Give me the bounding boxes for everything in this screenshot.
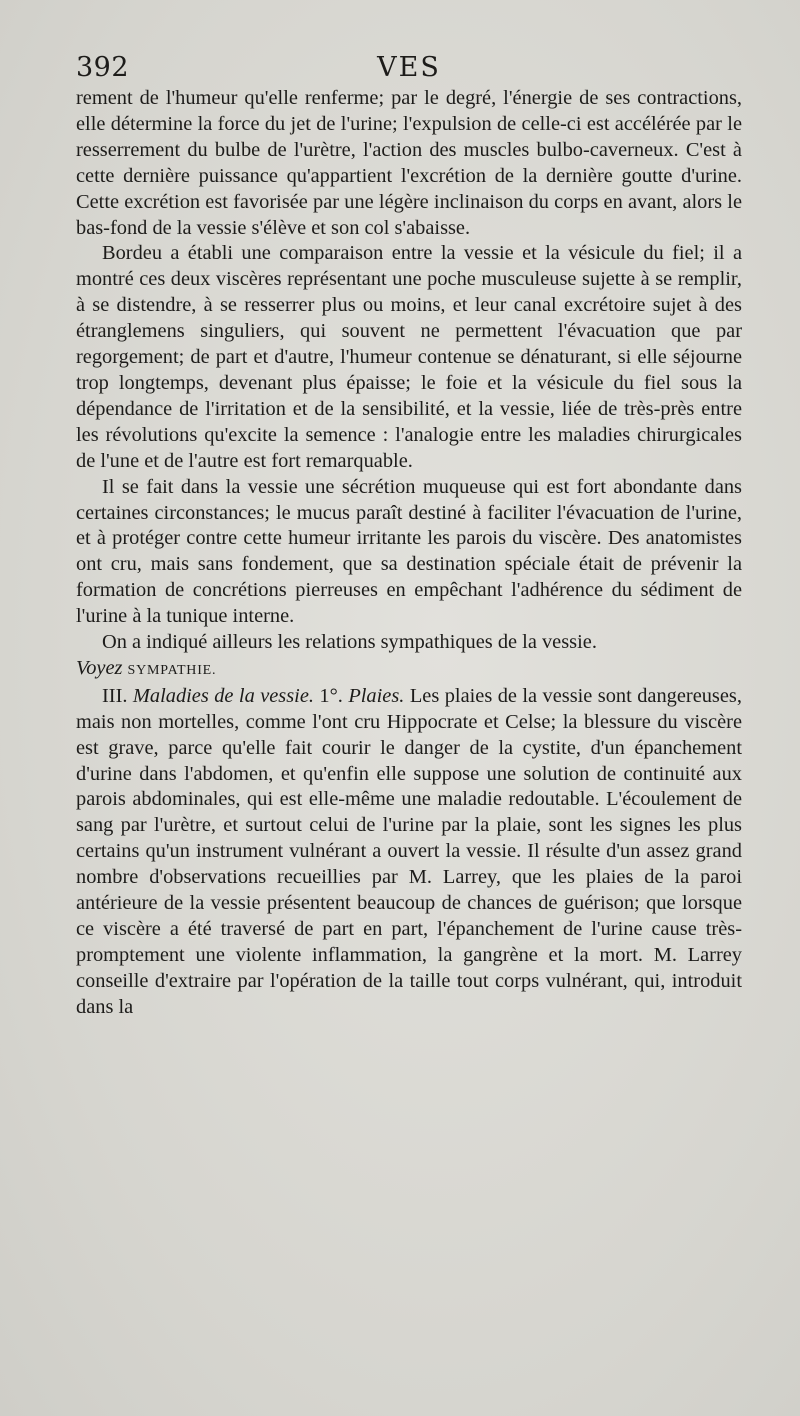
running-head: VES: [377, 52, 441, 83]
maladies-text: Les plaies de la vessie sont dangereuses, mais non mortelles, comme l'ont cru Hippocrate et Celse; la blessure du viscère est grave, parce qu'elle fait courir le danger de la cystite, d'un épanchement d'urine dans l'abdomen, et qu'enfin elle suppose une solution de continuité aux parois abdominales, qui est elle-même une maladie redoutable. L'écoulement de sang par l'urètre, et surtout celui de l'urine par la plaie, sont les signes les plus certains qu'un instrument vulnérant a ouvert la vessie. Il résulte d'un assez grand nombre d'observations recueillies par M. Larrey, que les plaies de la paroi antérieure de la vessie présentent beaucoup de chances de guérison; que lorsque ce viscère a été traversé de part en part, l'épanchement de l'urine cause très-promptement une violente inflammation, la gangrène et la mort. M. Larrey conseille d'extraire par l'opération de la taille tout corps vulnérant, qui, introduit dans la: [76, 684, 742, 1018]
subsection-number: 1°.: [319, 684, 343, 707]
paragraph-sympathies: [76, 630, 742, 684]
see-also-reference: SYMPATHIE.: [127, 662, 217, 678]
subsection-heading: Plaies.: [348, 684, 405, 707]
paragraph-bordeu: Bordeu a établi une comparaison entre la vessie et la vésicule du fiel; il a montré ces deux viscères représentant une poche musculeuse sujette à se remplir, à se distendre, à se resserrer plus ou moins, et leur canal excrétoire sujet à des étranglemens singuliers, qui souvent ne permettent l'évacuation que par regorgement; de part et d'autre, l'humeur contenue se dénaturant, si elle séjourne trop longtemps, devenant plus épaisse; le foie et la vésicule du fiel sous la dépendance de l'irritation et de la sensibilité, et la vessie, liée de très-près entre les révolutions qu'excite la semence : l'analogie entre les maladies chirurgicales de l'une et de l'autre est fort remarquable.: [76, 242, 742, 472]
paragraph-mucus: Il se fait dans la vessie une sécrétion muqueuse qui est fort abondante dans certaines circonstances; le mucus paraît destiné à faciliter l'évacuation de l'urine, et à protéger contre cette humeur irritante les parois du viscère. Des anatomistes ont cru, mais sans fondement, que sa destination spéciale était de prévenir la formation de concrétions pierreuses en empêchant l'adhérence du sédiment de l'urine à la tunique interne.: [76, 475, 742, 628]
page-header: [76, 52, 742, 88]
see-also-italic: Voyez: [76, 656, 123, 679]
page-number: 392: [76, 52, 130, 83]
paragraph-continuation: rement de l'humeur qu'elle renferme; par le degré, l'énergie de ses contractions, elle détermine la force du jet de l'urine; l'expulsion de celle-ci est accélérée par le resserrement du bulbe de l'urètre, l'action des muscles bulbo-caverneux. C'est à cette dernière puissance qu'appartient l'excrétion de la dernière goutte d'urine. Cette excrétion est favorisée par une légère inclinaison du corps en avant, alors le bas-fond de la vessie s'élève et son col s'abaisse.: [76, 87, 742, 239]
section-heading: Maladies de la vessie.: [132, 684, 314, 707]
section-number: III.: [102, 684, 128, 707]
paragraph-maladies: [76, 684, 742, 1021]
page-body: [76, 86, 742, 1021]
sympathies-text: On a indiqué ailleurs les relations sympathiques de la vessie.: [102, 631, 597, 654]
